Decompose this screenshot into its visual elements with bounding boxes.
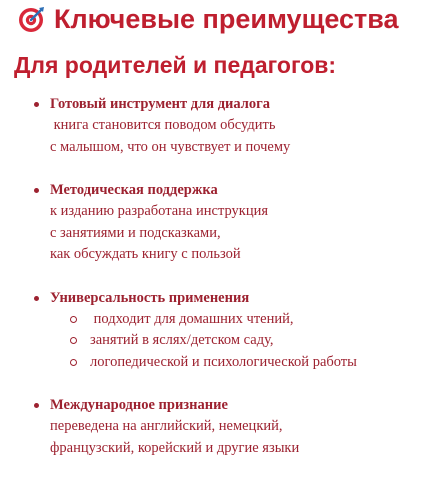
benefit-description-line: французский, корейский и другие языки [50, 439, 300, 456]
target-bullseye-icon [18, 5, 46, 33]
benefit-description-line: переведена на английский, немецкий, [50, 418, 283, 434]
section-title: Для родителей и педагогов: [14, 52, 337, 78]
benefits-list [34, 94, 434, 481]
benefit-international-recognition [34, 395, 434, 459]
benefit-description-line: к изданию разработана инструкция [50, 203, 269, 219]
usage-sub-list [50, 309, 434, 374]
benefit-versatility [34, 288, 434, 374]
benefit-title: Международное признание [50, 397, 228, 413]
benefit-description-line: с занятиями и подсказками, [50, 224, 221, 241]
benefit-title: Методическая поддержка [50, 182, 218, 198]
benefit-methodical-support [34, 180, 434, 266]
usage-sub-item: логопедической и психологической работы [50, 352, 434, 374]
benefit-title: Универсальность применения [50, 289, 250, 306]
benefit-description-line: как обсуждать книгу с пользой [50, 246, 241, 262]
page-header [18, 4, 399, 34]
usage-sub-item: занятий в яслях/детском саду, [50, 330, 434, 352]
benefit-description-line: книга становится поводом обсудить [50, 117, 276, 133]
benefit-title: Готовый инструмент для диалога [50, 96, 270, 112]
usage-sub-item: подходит для домашних чтений, [50, 309, 434, 331]
benefit-dialogue-tool [34, 94, 434, 158]
benefit-description-line: с малышом, что он чувствует и почему [50, 138, 291, 155]
page-title: Ключевые преимущества [54, 4, 399, 34]
